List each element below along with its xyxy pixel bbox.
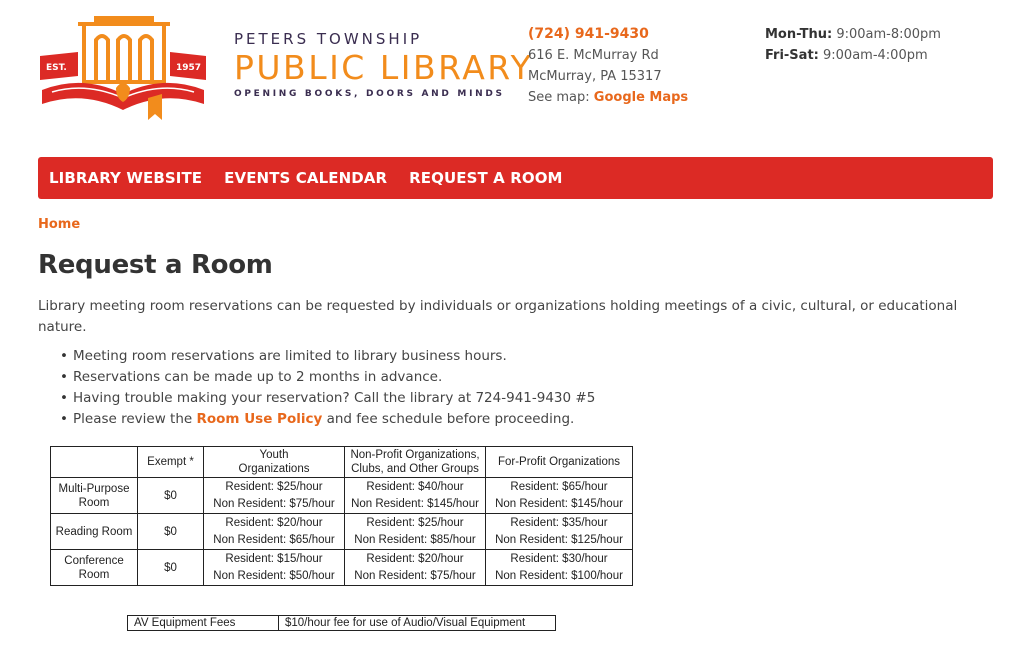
- fee-cell: Non Resident: $100/hour: [486, 568, 633, 586]
- fee-cell: Non Resident: $75/hour: [345, 568, 486, 586]
- av-fee-table: [127, 615, 556, 631]
- brand-name: PUBLIC LIBRARY: [234, 48, 534, 87]
- nav-request-a-room[interactable]: REQUEST A ROOM: [409, 169, 563, 187]
- rule-text: and fee schedule before proceeding.: [322, 411, 575, 427]
- fee-cell: Resident: $25/hour: [204, 478, 345, 496]
- intro-text: Library meeting room reservations can be requested by individuals or organizations holding meetings of a civic, cultural, or educational nature.: [38, 298, 958, 335]
- logo-year: 1957: [176, 63, 202, 73]
- nav-library-website[interactable]: LIBRARY WEBSITE: [49, 169, 203, 187]
- map-line: [528, 87, 688, 108]
- nav-events-calendar[interactable]: EVENTS CALENDAR: [224, 169, 388, 187]
- map-prefix: See map:: [528, 90, 594, 105]
- hours-mon-thu-value: 9:00am-8:00pm: [832, 27, 941, 42]
- room-name: Conference Room: [51, 550, 138, 586]
- rule-item: • Meeting room reservations are limited to library business hours.: [73, 346, 595, 367]
- fee-cell: Resident: $15/hour: [204, 550, 345, 568]
- table-header: [51, 447, 138, 478]
- fee-table: [50, 446, 633, 586]
- library-logo[interactable]: [38, 12, 208, 122]
- contact-info: [528, 24, 688, 108]
- table-row: [51, 550, 633, 568]
- fee-cell: Resident: $30/hour: [486, 550, 633, 568]
- brand-tagline: OPENING BOOKS, DOORS AND MINDS: [234, 89, 505, 99]
- fee-cell: Resident: $40/hour: [345, 478, 486, 496]
- fee-cell: Resident: $65/hour: [486, 478, 633, 496]
- fee-cell: Non Resident: $145/hour: [345, 496, 486, 514]
- table-row: [51, 514, 633, 532]
- rule-text: Please review the: [73, 411, 197, 427]
- logo-est: EST.: [46, 63, 67, 73]
- main-nav: [38, 157, 993, 199]
- library-brand[interactable]: [234, 30, 533, 99]
- fee-cell: Non Resident: $65/hour: [204, 532, 345, 550]
- fee-cell: Non Resident: $50/hour: [204, 568, 345, 586]
- city-address: McMurray, PA 15317: [528, 69, 662, 84]
- av-fee-label: AV Equipment Fees: [128, 616, 279, 631]
- hours-fri-sat-value: 9:00am-4:00pm: [818, 48, 928, 63]
- table-header: For-Profit Organizations: [486, 447, 633, 478]
- street-address: 616 E. McMurray Rd: [528, 48, 659, 63]
- brand-township: PETERS TOWNSHIP: [234, 30, 423, 48]
- rule-item: • Having trouble making your reservation? Call the library at 724-941-9430 #5: [73, 388, 595, 409]
- hours-mon-thu-label: Mon-Thu:: [765, 27, 833, 42]
- room-name: Multi-Purpose Room: [51, 478, 138, 514]
- fee-cell: Resident: $25/hour: [345, 514, 486, 532]
- hours-info: [765, 24, 941, 66]
- reservation-rules: [73, 346, 595, 430]
- av-fee-value: $10/hour fee for use of Audio/Visual Equipment: [279, 616, 556, 631]
- table-row: [128, 616, 556, 631]
- fee-cell: Resident: $20/hour: [345, 550, 486, 568]
- google-maps-link[interactable]: Google Maps: [593, 90, 689, 105]
- table-row: [51, 478, 633, 496]
- exempt-fee: $0: [138, 550, 204, 586]
- rule-item: [73, 409, 595, 430]
- fee-cell: Non Resident: $125/hour: [486, 532, 633, 550]
- table-header: Youth Organizations: [204, 447, 345, 478]
- fee-cell: Non Resident: $85/hour: [345, 532, 486, 550]
- fee-cell: Resident: $35/hour: [486, 514, 633, 532]
- fee-cell: Non Resident: $75/hour: [204, 496, 345, 514]
- table-header-row: [51, 447, 633, 478]
- table-header: Exempt *: [138, 447, 204, 478]
- fee-cell: Resident: $20/hour: [204, 514, 345, 532]
- page-title: Request a Room: [38, 250, 273, 280]
- room-name: Reading Room: [51, 514, 138, 550]
- phone-link[interactable]: (724) 941-9430: [528, 26, 649, 42]
- hours-fri-sat-label: Fri-Sat:: [765, 48, 819, 63]
- room-use-policy-link[interactable]: Room Use Policy: [196, 411, 323, 427]
- table-header: Non-Profit Organizations, Clubs, and Other Groups: [345, 447, 486, 478]
- breadcrumb-home[interactable]: Home: [38, 217, 81, 232]
- exempt-fee: $0: [138, 514, 204, 550]
- exempt-fee: $0: [138, 478, 204, 514]
- rule-item: • Reservations can be made up to 2 months in advance.: [73, 367, 595, 388]
- fee-cell: Non Resident: $145/hour: [486, 496, 633, 514]
